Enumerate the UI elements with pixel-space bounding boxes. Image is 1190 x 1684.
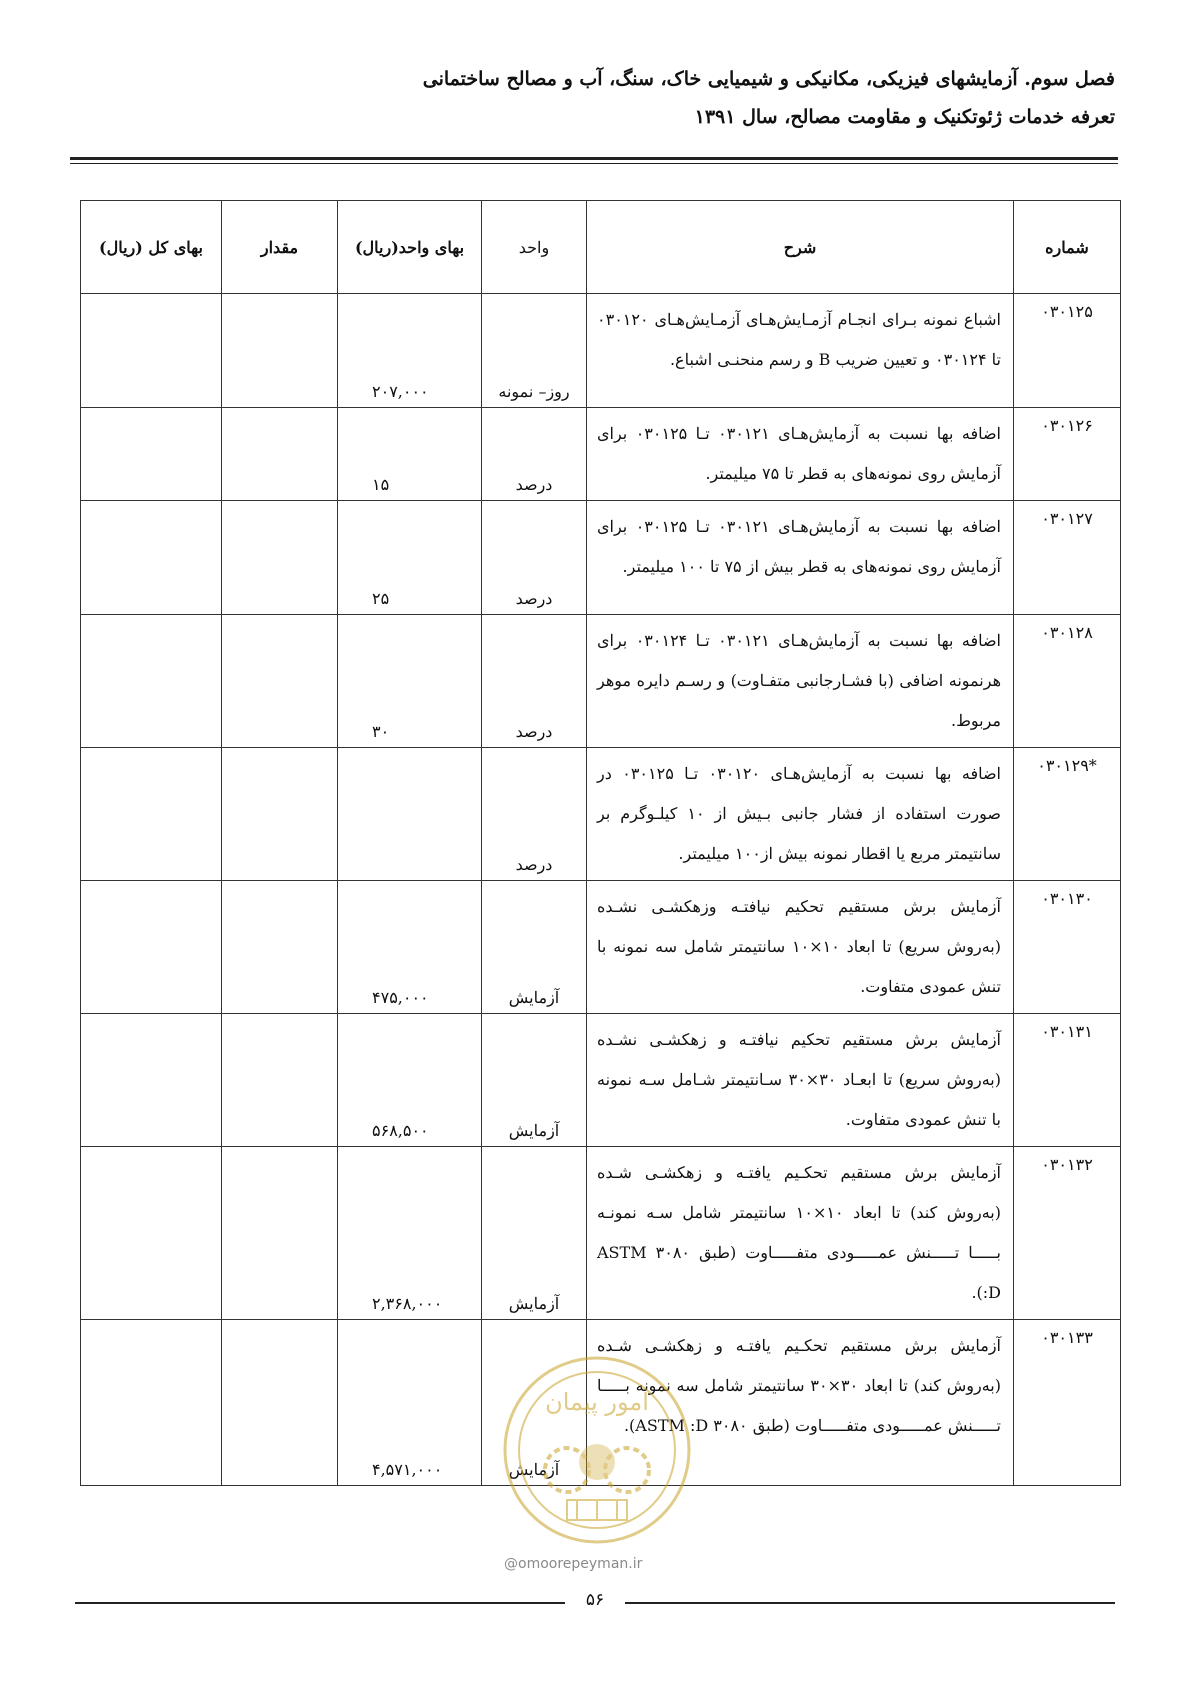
page-number: ۵۶ bbox=[585, 1590, 605, 1610]
row-total bbox=[81, 881, 222, 1014]
header-rule-thick bbox=[70, 157, 1118, 160]
column-header-unit: واحد bbox=[482, 201, 587, 294]
chapter-title: فصل سوم. آزمایشهای فیزیکی، مکانیکی و شیمیایی خاک، سنگ، آب و مصالح ساختمانی bbox=[422, 68, 1115, 90]
row-unit: درصد bbox=[482, 408, 587, 501]
row-number: ۰۳۰۱۳۰ bbox=[1014, 881, 1121, 1014]
row-total bbox=[81, 294, 222, 408]
row-description: اضافه بها نسبت به آزمایش‌هـای ۰۳۰۱۲۰ تـا ۰۳۰۱۲۵ در صورت استفاده از فشار جانبی بـیش از ۱۰ کیلـوگرم بر سانتیمتر مربع یا اقطار نمونه بیش از۱۰۰ میلیمتر. bbox=[587, 748, 1014, 881]
row-unit: آزمایش bbox=[482, 1320, 587, 1486]
row-unit: درصد bbox=[482, 748, 587, 881]
row-number: *۰۳۰۱۲۹ bbox=[1014, 748, 1121, 881]
row-unit: آزمایش bbox=[482, 881, 587, 1014]
table-header-row bbox=[81, 201, 1121, 294]
row-total bbox=[81, 1014, 222, 1147]
column-header-quantity: مقدار bbox=[222, 201, 338, 294]
row-number: ۰۳۰۱۳۳ bbox=[1014, 1320, 1121, 1486]
column-header-unit-price: بهای واحد(ریال) bbox=[338, 201, 482, 294]
row-number: ۰۳۰۱۲۶ bbox=[1014, 408, 1121, 501]
seal-text: امور پیمان bbox=[545, 1388, 649, 1416]
row-unit-price: ۳۰ bbox=[338, 615, 482, 748]
column-header-description: شرح bbox=[587, 201, 1014, 294]
document-subtitle: تعرفه خدمات ژئوتکنیک و مقاومت مصالح، سال ۱۳۹۱ bbox=[694, 106, 1115, 128]
row-unit: روز– نمونه bbox=[482, 294, 587, 408]
row-number: ۰۳۰۱۳۲ bbox=[1014, 1147, 1121, 1320]
watermark-site: @omoorepeyman.ir bbox=[504, 1556, 643, 1572]
row-total bbox=[81, 748, 222, 881]
row-quantity bbox=[222, 1147, 338, 1320]
row-quantity bbox=[222, 408, 338, 501]
row-quantity bbox=[222, 294, 338, 408]
table-row bbox=[81, 408, 1121, 501]
row-unit: آزمایش bbox=[482, 1147, 587, 1320]
row-quantity bbox=[222, 748, 338, 881]
row-total bbox=[81, 1320, 222, 1486]
row-unit-price bbox=[338, 748, 482, 881]
row-unit-price: ۲۵ bbox=[338, 501, 482, 615]
row-number: ۰۳۰۱۲۷ bbox=[1014, 501, 1121, 615]
row-quantity bbox=[222, 501, 338, 615]
row-unit-price: ۵۶۸,۵۰۰ bbox=[338, 1014, 482, 1147]
row-unit-price: ۲۰۷,۰۰۰ bbox=[338, 294, 482, 408]
table-row bbox=[81, 881, 1121, 1014]
row-number: ۰۳۰۱۳۱ bbox=[1014, 1014, 1121, 1147]
row-quantity bbox=[222, 881, 338, 1014]
table-row bbox=[81, 615, 1121, 748]
column-header-total: بهای کل (ریال) bbox=[81, 201, 222, 294]
tariff-table bbox=[80, 200, 1121, 1486]
row-unit: درصد bbox=[482, 615, 587, 748]
table-row bbox=[81, 1014, 1121, 1147]
seal-watermark-icon bbox=[497, 1350, 697, 1550]
row-unit-price: ۴۷۵,۰۰۰ bbox=[338, 881, 482, 1014]
table-row bbox=[81, 1147, 1121, 1320]
row-total bbox=[81, 1147, 222, 1320]
row-description: آزمایش برش مستقیم تحکیم نیافتـه وزهکشـی نشـده (به‌روش سریع) تا ابعاد ۱۰×۱۰ سانتیمتر شامل سه نمونه با تنش عمودی متفاوت. bbox=[587, 881, 1014, 1014]
row-number: ۰۳۰۱۲۸ bbox=[1014, 615, 1121, 748]
row-unit: درصد bbox=[482, 501, 587, 615]
row-unit-price: ۱۵ bbox=[338, 408, 482, 501]
row-description: اضافه بها نسبت به آزمایش‌هـای ۰۳۰۱۲۱ تـا ۰۳۰۱۲۴ برای هرنمونه اضافی (با فشـارجانبی متفـاوت) و رسـم دایره موهر مربوط. bbox=[587, 615, 1014, 748]
row-description: اشباع نمونه بـرای انجـام آزمـایش‌هـای آزمـایش‌هـای ۰۳۰۱۲۰ تا ۰۳۰۱۲۴ و تعیین ضریب B و رسم منحنـی اشباع. bbox=[587, 294, 1014, 408]
row-unit: آزمایش bbox=[482, 1014, 587, 1147]
row-unit-price: ۴,۵۷۱,۰۰۰ bbox=[338, 1320, 482, 1486]
row-number: ۰۳۰۱۲۵ bbox=[1014, 294, 1121, 408]
row-description: اضافه بها نسبت به آزمایش‌هـای ۰۳۰۱۲۱ تـا ۰۳۰۱۲۵ برای آزمایش روی نمونه‌های به قطر تا ۷۵ میلیمتر. bbox=[587, 408, 1014, 501]
row-quantity bbox=[222, 1320, 338, 1486]
column-header-number: شماره bbox=[1014, 201, 1121, 294]
page-header bbox=[75, 62, 1115, 134]
row-description: آزمایش برش مستقیم تحکـیم یافتـه و زهکشـی شـده (به‌روش کند) تا ابعاد ۳۰×۳۰ سانتیمتر شامل سه نمونه بـــــا تـــــنش عمـــــودی متفـــــاوت (طبق ۳۰۸۰ ASTM :D). bbox=[587, 1320, 1014, 1486]
row-unit-price: ۲,۳۶۸,۰۰۰ bbox=[338, 1147, 482, 1320]
row-description: اضافه بها نسبت به آزمایش‌هـای ۰۳۰۱۲۱ تـا ۰۳۰۱۲۵ برای آزمایش روی نمونه‌های به قطر بیش از ۷۵ تا ۱۰۰ میلیمتر. bbox=[587, 501, 1014, 615]
row-description: آزمایش برش مستقیم تحکـیم یافتـه و زهکشـی شـده (به‌روش کند) تا ابعاد ۱۰×۱۰ سانتیمتر شامل سـه نمونـه بـــــا تـــــنش عمـــــودی متفـــــاوت (طبق ۳۰۸۰ ASTM :D). bbox=[587, 1147, 1014, 1320]
table-row bbox=[81, 501, 1121, 615]
row-total bbox=[81, 501, 222, 615]
row-total bbox=[81, 408, 222, 501]
header-rule-thin bbox=[70, 163, 1118, 164]
table-row bbox=[81, 294, 1121, 408]
table-row bbox=[81, 748, 1121, 881]
row-total bbox=[81, 615, 222, 748]
row-description: آزمایش برش مستقیم تحکیم نیافتـه و زهکشـی نشـده (به‌روش سریع) تا ابعـاد ۳۰×۳۰ سـانتیمتر شـامل سـه نمونه با تنش عمودی متفاوت. bbox=[587, 1014, 1014, 1147]
footer-rule-right bbox=[625, 1602, 1115, 1604]
row-quantity bbox=[222, 1014, 338, 1147]
footer-rule-left bbox=[75, 1602, 565, 1604]
row-quantity bbox=[222, 615, 338, 748]
